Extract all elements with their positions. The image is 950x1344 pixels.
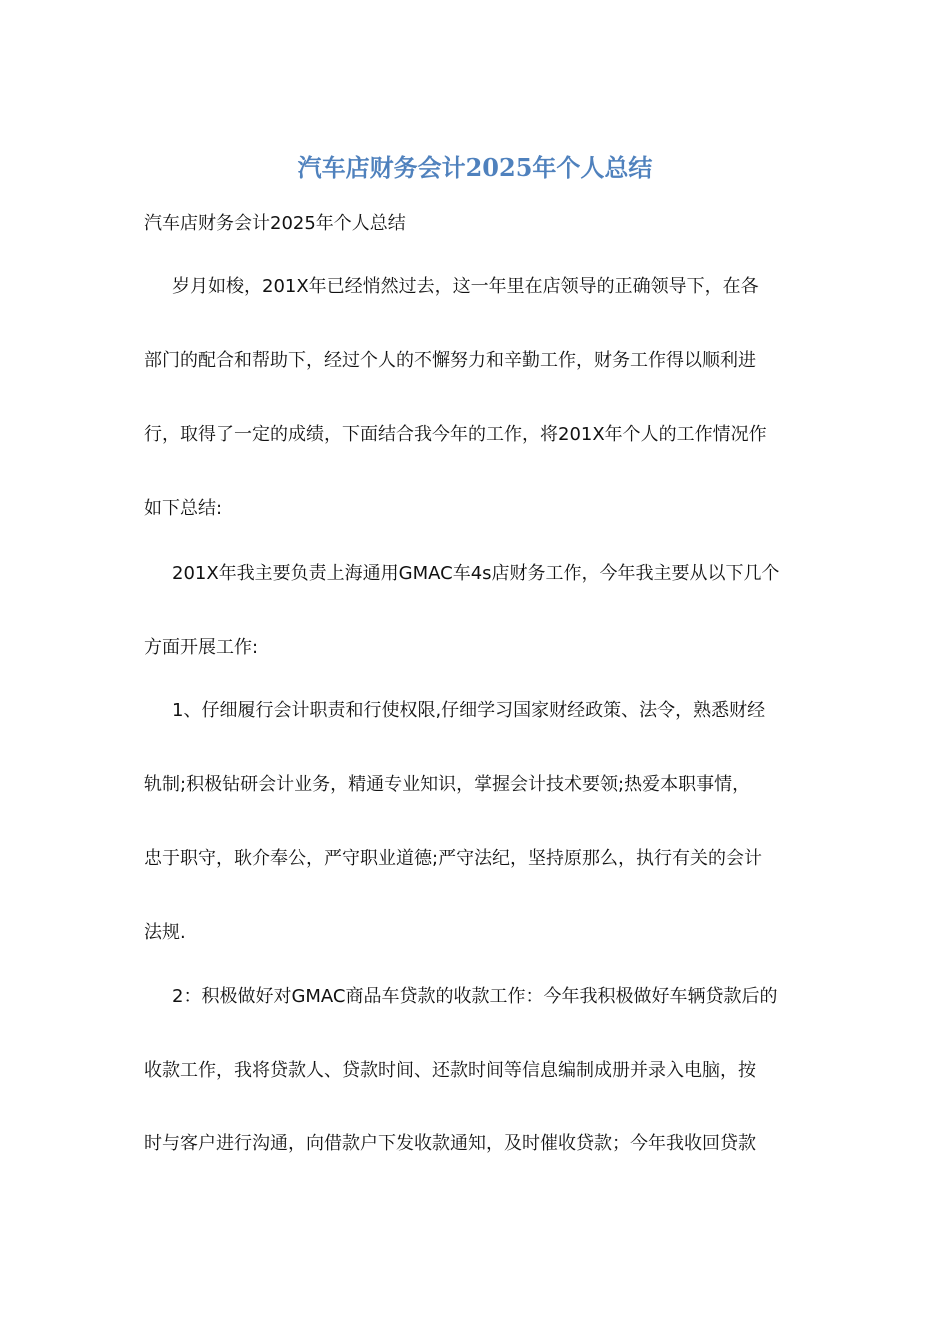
paragraph-line: 201X年我主要负责上海通用GMAC车4s店财务工作，今年我主要从以下几个	[172, 563, 780, 584]
paragraph-line: 岁月如梭，201X年已经悄然过去，这一年里在店领导的正确领导下，在各	[172, 276, 759, 297]
paragraph-line: 方面开展工作:	[144, 637, 259, 658]
paragraph-line: 轨制;积极钻研会计业务，精通专业知识，掌握会计技术要领;热爱本职事情，	[144, 774, 751, 795]
paragraph-line: 如下总结:	[144, 498, 223, 519]
paragraph-line: 2：积极做好对GMAC商品车贷款的收款工作：今年我积极做好车辆贷款后的	[172, 986, 778, 1007]
paragraph-line: 部门的配合和帮助下，经过个人的不懈努力和辛勤工作，财务工作得以顺利进	[144, 350, 756, 371]
paragraph-line: 法规.	[144, 922, 186, 943]
paragraph-line: 行，取得了一定的成绩，下面结合我今年的工作，将201X年个人的工作情况作	[144, 424, 767, 445]
paragraph-line: 时与客户进行沟通，向借款户下发收款通知，及时催收贷款；今年我收回贷款	[144, 1133, 756, 1154]
paragraph-line: 1、仔细履行会计职责和行使权限,仔细学习国家财经政策、法令，熟悉财经	[172, 700, 766, 721]
paragraph-line: 忠于职守，耿介奉公，严守职业道德;严守法纪，坚持原那么，执行有关的会计	[144, 848, 763, 869]
document-title: 汽车店财务会计2025年个人总结	[297, 153, 653, 182]
document-subtitle: 汽车店财务会计2025年个人总结	[144, 213, 406, 234]
paragraph-line: 收款工作，我将贷款人、贷款时间、还款时间等信息编制成册并录入电脑，按	[144, 1060, 756, 1081]
